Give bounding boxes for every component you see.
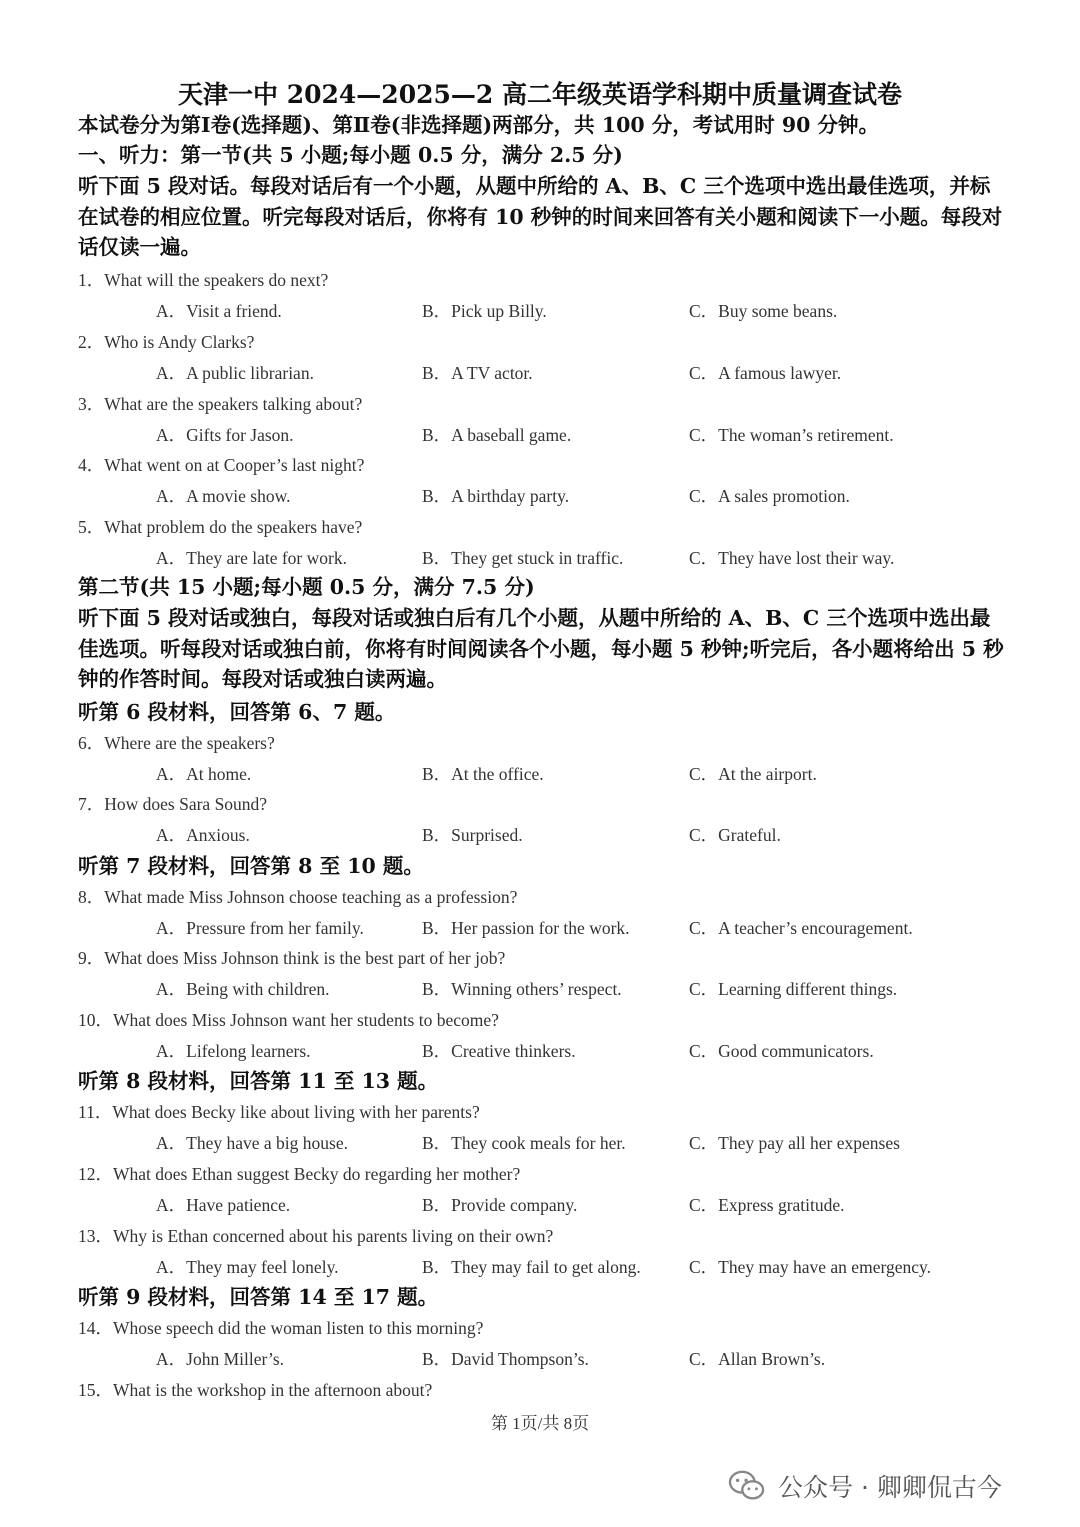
- option-b: B．Creative thinkers.: [422, 1041, 576, 1061]
- material8-heading: 听第 8 段材料，回答第 11 至 13 题。: [78, 1069, 439, 1093]
- question-stem: 4．What went on at Cooper’s last night?: [78, 455, 365, 475]
- material9-heading: 听第 9 段材料，回答第 14 至 17 题。: [78, 1285, 439, 1309]
- option-c: C．They may have an emergency.: [689, 1257, 931, 1277]
- option-a: A．Have patience.: [156, 1195, 291, 1215]
- question-stem: 14．Whose speech did the woman listen to this morning?: [78, 1318, 484, 1338]
- option-a: A．Pressure from her family.: [156, 918, 364, 938]
- watermark: [728, 1466, 1002, 1506]
- option-a: A．A movie show.: [156, 486, 291, 506]
- section2-instructions: 听下面 5 段对话或独白，每段对话或独白后有几个小题，从题中所给的 A、B、C 三个选项中选出最佳选项。听每段对话或独白前，你将有时间阅读各个小题，每小题 5 秒钟;听完后，各小题将给出 5 秒钟的作答时间。每段对话或独白读两遍。: [78, 606, 1004, 692]
- option-c: C．At the airport.: [689, 764, 817, 784]
- question-stem: 5．What problem do the speakers have?: [78, 517, 363, 537]
- question-stem: 2．Who is Andy Clarks?: [78, 332, 255, 352]
- option-b: B．A baseball game.: [422, 425, 572, 445]
- option-a: A．They are late for work.: [156, 548, 347, 568]
- option-b: B．They cook meals for her.: [422, 1133, 626, 1153]
- section1-instructions: 听下面 5 段对话。每段对话后有一个小题，从题中所给的 A、B、C 三个选项中选出最佳选项，并标在试卷的相应位置。听完每段对话后，你将有 10 秒钟的时间来回答有关小题和阅读下一小题。每段对话仅读一遍。: [78, 174, 1003, 260]
- material7-heading: 听第 7 段材料，回答第 8 至 10 题。: [78, 854, 424, 878]
- option-b: B．Pick up Billy.: [422, 301, 547, 321]
- question-stem: 8．What made Miss Johnson choose teaching as a profession?: [78, 887, 518, 907]
- option-a: A．John Miller’s.: [156, 1349, 285, 1369]
- option-c: C．They pay all her expenses: [689, 1133, 900, 1153]
- wechat-icon: [728, 1469, 766, 1503]
- option-c: C．Buy some beans.: [689, 301, 838, 321]
- option-b: B．A TV actor.: [422, 363, 533, 383]
- option-a: A．Lifelong learners.: [156, 1041, 311, 1061]
- option-b: B．At the office.: [422, 764, 544, 784]
- option-c: C．Learning different things.: [689, 979, 898, 999]
- question-stem: 11．What does Becky like about living with her parents?: [78, 1102, 480, 1122]
- option-a: A．A public librarian.: [156, 363, 314, 383]
- option-c: C．A sales promotion.: [689, 486, 850, 506]
- question-stem: 6．Where are the speakers?: [78, 733, 275, 753]
- option-c: C．They have lost their way.: [689, 548, 895, 568]
- question-stem: 1．What will the speakers do next?: [78, 270, 329, 290]
- option-a: A．They may feel lonely.: [156, 1257, 339, 1277]
- watermark-text: 公众号 · 卿卿侃古今: [778, 1473, 1002, 1502]
- question-stem: 13．Why is Ethan concerned about his parents living on their own?: [78, 1226, 554, 1246]
- option-c: C．Grateful.: [689, 825, 781, 845]
- option-b: B．A birthday party.: [422, 486, 570, 506]
- option-a: A．Gifts for Jason.: [156, 425, 294, 445]
- option-c: C．The woman’s retirement.: [689, 425, 894, 445]
- option-b: B．They get stuck in traffic.: [422, 548, 624, 568]
- section1-heading: 一、听力：第一节(共 5 小题;每小题 0.5 分，满分 2.5 分): [78, 143, 623, 167]
- option-c: C．Allan Brown’s.: [689, 1349, 826, 1369]
- option-c: C．Express gratitude.: [689, 1195, 845, 1215]
- option-b: B．Provide company.: [422, 1195, 578, 1215]
- material6-heading: 听第 6 段材料，回答第 6、7 题。: [78, 700, 396, 724]
- option-c: C．Good communicators.: [689, 1041, 874, 1061]
- option-c: C．A famous lawyer.: [689, 363, 842, 383]
- option-a: A．Visit a friend.: [156, 301, 282, 321]
- question-stem: 7．How does Sara Sound?: [78, 794, 268, 814]
- exam-intro: 本试卷分为第Ⅰ卷(选择题)、第Ⅱ卷(非选择题)两部分，共 100 分，考试用时 90 分钟。: [78, 113, 880, 137]
- option-a: A．Being with children.: [156, 979, 330, 999]
- section2-heading: 第二节(共 15 小题;每小题 0.5 分，满分 7.5 分): [78, 575, 535, 599]
- exam-title: 天津一中 2024—2025—2 高二年级英语学科期中质量调查试卷: [178, 80, 902, 109]
- option-c: C．A teacher’s encouragement.: [689, 918, 913, 938]
- question-stem: 9．What does Miss Johnson think is the best part of her job?: [78, 948, 506, 968]
- option-b: B．Her passion for the work.: [422, 918, 630, 938]
- page-footer: 第 1页/共 8页: [490, 1414, 590, 1433]
- option-a: A．At home.: [156, 764, 252, 784]
- question-stem: 15．What is the workshop in the afternoon about?: [78, 1380, 433, 1400]
- option-b: B．Winning others’ respect.: [422, 979, 622, 999]
- option-a: A．They have a big house.: [156, 1133, 348, 1153]
- option-b: B．They may fail to get along.: [422, 1257, 641, 1277]
- option-a: A．Anxious.: [156, 825, 250, 845]
- question-stem: 12．What does Ethan suggest Becky do regarding her mother?: [78, 1164, 521, 1184]
- option-b: B．David Thompson’s.: [422, 1349, 589, 1369]
- question-stem: 3．What are the speakers talking about?: [78, 394, 363, 414]
- question-stem: 10．What does Miss Johnson want her students to become?: [78, 1010, 499, 1030]
- option-b: B．Surprised.: [422, 825, 523, 845]
